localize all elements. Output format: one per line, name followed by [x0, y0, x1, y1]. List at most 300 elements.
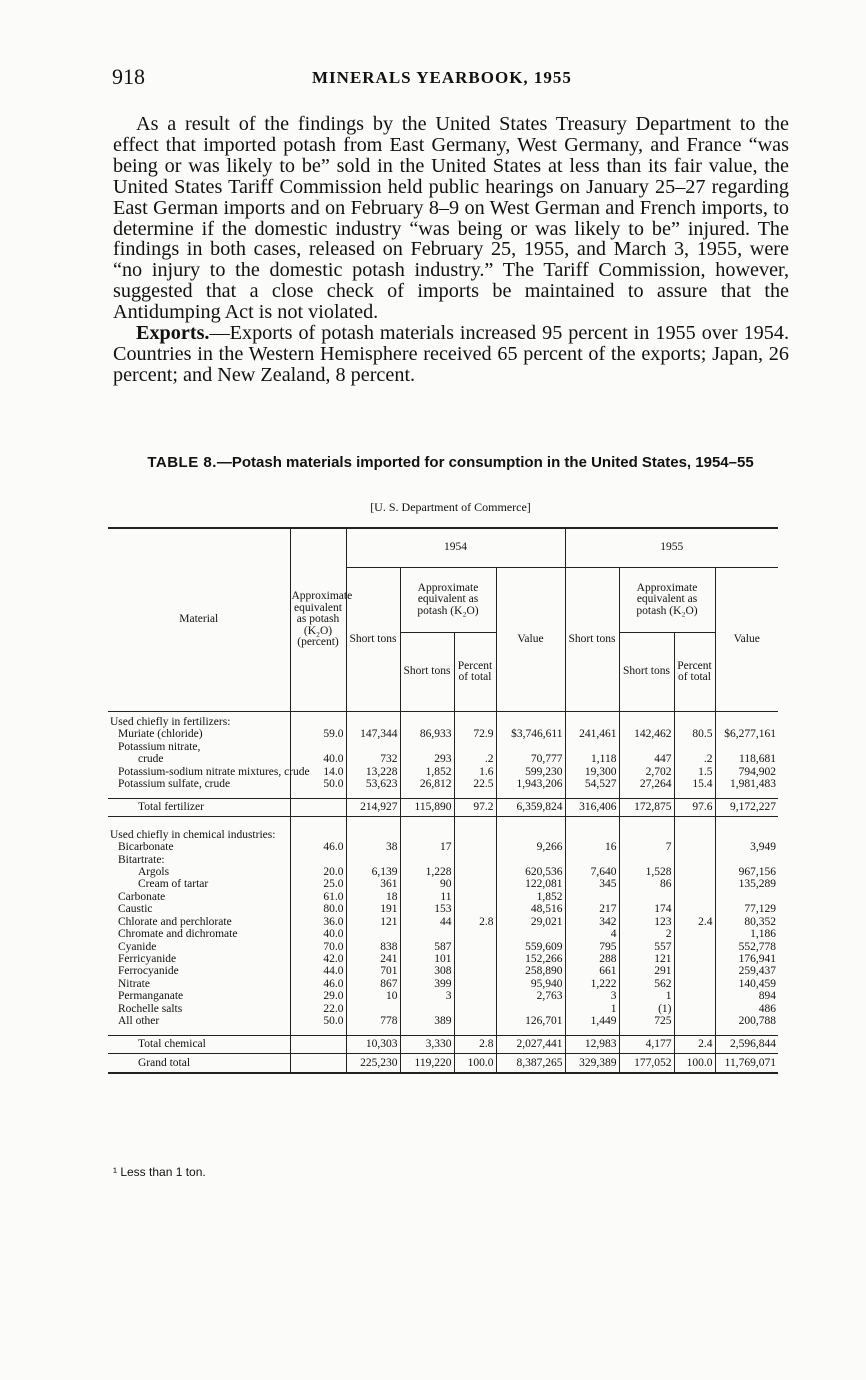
empty-cell [565, 816, 619, 825]
cell-st55: 345 [565, 878, 619, 890]
material-name: Ferricyanide [108, 953, 290, 965]
cell-k55: 27,264 [619, 778, 674, 790]
cell-st55: 316,406 [565, 799, 619, 816]
material-name: Permanganate [108, 990, 290, 1002]
cell-pct: 40.0 [290, 753, 346, 765]
cell-p55: 97.6 [674, 799, 715, 816]
cell-v55: 794,902 [738, 765, 776, 778]
empty-cell [454, 825, 496, 841]
material-name: Muriate (chloride) [108, 728, 290, 740]
cell-k54: 86,933 [400, 728, 454, 740]
cell-k54 [400, 854, 454, 866]
cell-v55: 967,156 [738, 866, 776, 879]
cell-st54: 10 [346, 990, 400, 1002]
cell-st54: 241 [346, 953, 400, 965]
cell-p55 [674, 891, 715, 903]
empty-cell [674, 825, 715, 841]
paragraph-text: —Exports of potash materials increased 95 percent in 1955 over 1954. Countries in the Western Hemisphere received 65 percent of the exports; Japan, 26 percent; and New Zealand, 8 percent. [113, 322, 789, 386]
cell-p55 [674, 941, 715, 953]
table-row [108, 1015, 778, 1027]
footnote: ¹ Less than 1 ton. [113, 1165, 206, 1179]
paragraph-text: As a result of the findings by the United States Treasury Department to the effect that imported potash from East Germany, West Germany, and France “was being or was likely to be” sold in the United States at less than its fair value, the United States Tariff Commission held public hearings on January 25–27 regarding East German imports and on February 8–9 on West German and French imports, to determine if the domestic industry “was being or was likely to be” injured. The findings in both cases, released on February 25, 1955, and March 3, 1955, were “no injury to the domestic potash industry.” The Tariff Commission, however, suggested that a close check of imports be maintained to assure that the Antidumping Act is not violated. [113, 113, 789, 324]
cell-p54: 22.5 [454, 778, 496, 790]
col-percent-total-1954: Percent of total [454, 633, 496, 712]
cell-v55 [715, 891, 778, 903]
cell-p54 [454, 1003, 496, 1015]
col-k2o-short-tons-1954: Short tons [400, 633, 454, 712]
section-heading-row [108, 712, 778, 729]
cell-pct: 59.0 [290, 728, 346, 740]
cell-p55 [674, 990, 715, 1002]
cell-pct: 70.0 [290, 941, 346, 953]
cell-k54: 3,330 [400, 1036, 454, 1053]
cell-k54: 26,812 [400, 778, 454, 790]
cell-st54: 13,228 [346, 766, 400, 778]
section-heading: Used chiefly in fertilizers: [108, 712, 290, 729]
cell-k54: 119,220 [400, 1053, 454, 1073]
col-value-1955: Value [715, 568, 778, 712]
cell-k54: 90 [400, 878, 454, 890]
cell-p55 [674, 841, 715, 853]
cell-k55: 172,875 [619, 799, 674, 816]
empty-cell [400, 790, 454, 799]
cell-v54: 29,021 [496, 916, 565, 928]
cell-pct: 46.0 [290, 841, 346, 853]
empty-cell [715, 712, 778, 729]
empty-cell [346, 712, 400, 729]
cell-k55: 1 [619, 990, 674, 1002]
table-row [108, 778, 778, 790]
material-name: crude [108, 753, 290, 765]
cell-v54: 48,516 [496, 903, 565, 915]
cell-k55: 1,528 [619, 866, 674, 878]
table-row [108, 941, 778, 953]
material-name: Cyanide [108, 941, 290, 953]
material-name: Potassium nitrate, [108, 741, 290, 753]
cell-p55: 1.5 [674, 766, 715, 778]
material-name: Chromate and dichromate [108, 928, 290, 940]
cell-v54: $3,746,611 [496, 728, 565, 740]
cell-k55: 174 [619, 903, 674, 915]
empty-cell [565, 790, 619, 799]
cell-st55: 4 [565, 928, 619, 940]
cell-p54 [454, 841, 496, 853]
cell-v54: 152,266 [496, 953, 565, 965]
cell-pct: 46.0 [290, 978, 346, 990]
table-row [108, 753, 778, 765]
cell-v54: 122,081 [496, 878, 565, 890]
material-name: Carbonate [108, 891, 290, 903]
cell-p54 [454, 866, 496, 878]
cell-v54: 2,027,441 [496, 1036, 565, 1053]
table-row [108, 953, 778, 965]
section-heading: Used chiefly in chemical industries: [108, 825, 290, 841]
cell-st54: 778 [346, 1015, 400, 1027]
cell-k54: 308 [400, 965, 454, 977]
cell-p54: .2 [454, 753, 496, 765]
cell-v55: 80,352 [744, 915, 776, 928]
cell-p55 [674, 978, 715, 990]
cell-v54: 1,943,206 [496, 778, 565, 790]
cell-pct: 25.0 [290, 878, 346, 890]
cell-st55: 329,389 [565, 1053, 619, 1073]
cell-st55: 19,300 [565, 766, 619, 778]
cell-v54: 6,359,824 [496, 799, 565, 816]
material-name: Total fertilizer [108, 799, 290, 816]
cell-st54: 867 [346, 978, 400, 990]
table-label: TABLE 8. [147, 454, 217, 471]
cell-pct: 42.0 [290, 953, 346, 965]
cell-p55 [674, 965, 715, 977]
cell-p54: 2.8 [454, 916, 496, 928]
cell-st54: 121 [346, 916, 400, 928]
cell-k54 [400, 928, 454, 940]
empty-cell [400, 712, 454, 729]
empty-cell [346, 825, 400, 841]
cell-k55: 725 [619, 1015, 674, 1027]
table-row [108, 990, 778, 1002]
empty-cell [674, 1027, 715, 1036]
cell-k55: 2 [619, 928, 674, 940]
paragraph-treasury-findings [113, 114, 789, 323]
cell-p54 [454, 1015, 496, 1027]
cell-st54: 10,303 [346, 1036, 400, 1053]
cell-k54: 1,852 [400, 766, 454, 778]
cell-p54: 72.9 [454, 728, 496, 740]
empty-cell [454, 1027, 496, 1036]
potash-imports-table [108, 527, 778, 1074]
empty-cell [496, 816, 565, 825]
cell-k54: 17 [400, 841, 454, 853]
cell-v55: 1,981,483 [730, 778, 776, 791]
cell-st55: 241,461 [565, 728, 619, 740]
cell-k55: 557 [619, 941, 674, 953]
col-k2o-1954: Approximate equivalent as potash (K₂O) [400, 568, 496, 633]
col-value-1954: Value [496, 568, 565, 712]
cell-k55: (1) [619, 1003, 674, 1015]
empty-cell [565, 712, 619, 729]
cell-v54 [496, 1003, 565, 1015]
empty-cell [674, 790, 715, 799]
cell-k55: 123 [619, 916, 674, 928]
empty-cell [565, 1027, 619, 1036]
empty-cell [108, 816, 290, 825]
empty-cell [496, 825, 565, 841]
table-row [108, 854, 778, 866]
cell-pct: 80.0 [290, 903, 346, 915]
cell-pct [290, 1036, 346, 1053]
cell-p54 [454, 965, 496, 977]
cell-p55 [674, 953, 715, 965]
table-row [108, 1003, 778, 1015]
cell-k54: 293 [400, 753, 454, 765]
cell-v55: 486 [758, 1002, 776, 1015]
cell-st55: 1,449 [565, 1015, 619, 1027]
empty-cell [715, 1027, 778, 1036]
material-name: Chlorate and perchlorate [108, 916, 290, 928]
cell-v54: 559,609 [496, 941, 565, 953]
material-name: Argols [108, 866, 290, 878]
cell-st54 [346, 928, 400, 940]
empty-cell [496, 790, 565, 799]
table-source: [U. S. Department of Commerce] [370, 500, 531, 514]
cell-v54: 620,536 [496, 866, 565, 878]
table-row [108, 741, 778, 753]
cell-st54: 732 [346, 753, 400, 765]
cell-v55: 200,788 [738, 1014, 776, 1027]
cell-pct: 50.0 [290, 778, 346, 790]
cell-pct [290, 799, 346, 816]
cell-v55: 9,172,227 [715, 799, 778, 816]
cell-st54: 38 [346, 841, 400, 853]
cell-p54 [454, 978, 496, 990]
cell-k55: 4,177 [619, 1036, 674, 1053]
cell-k55 [619, 854, 674, 866]
empty-cell [290, 825, 346, 841]
cell-v55: $6,277,161 [724, 728, 776, 741]
empty-cell [346, 816, 400, 825]
cell-st55: 16 [565, 841, 619, 853]
cell-k54: 3 [400, 990, 454, 1002]
table-row [108, 891, 778, 903]
cell-st54: 838 [346, 941, 400, 953]
cell-st54: 147,344 [346, 728, 400, 740]
table-row [108, 878, 778, 890]
cell-v55: 1,186 [750, 928, 776, 941]
material-name: Bitartrate: [108, 854, 290, 866]
cell-st55: 54,527 [565, 778, 619, 790]
cell-p55 [674, 854, 715, 866]
empty-cell [619, 816, 674, 825]
cell-pct: 50.0 [290, 1015, 346, 1027]
cell-v55: 2,596,844 [715, 1036, 778, 1053]
cell-v55 [715, 741, 778, 753]
material-name: Potassium-sodium nitrate mixtures, crude [108, 766, 290, 778]
cell-v55: 77,129 [744, 903, 776, 916]
material-name: Caustic [108, 903, 290, 915]
cell-v54: 2,763 [496, 990, 565, 1002]
cell-v55: 894 [758, 990, 776, 1003]
empty-cell [619, 712, 674, 729]
empty-cell [715, 790, 778, 799]
cell-st55: 795 [565, 941, 619, 953]
cell-k54 [400, 741, 454, 753]
cell-st54 [346, 1003, 400, 1015]
cell-k55: 121 [619, 953, 674, 965]
cell-st55 [565, 854, 619, 866]
cell-p54 [454, 941, 496, 953]
cell-k54: 115,890 [400, 799, 454, 816]
cell-k54 [400, 1003, 454, 1015]
cell-p54: 100.0 [454, 1053, 496, 1073]
cell-k54: 399 [400, 978, 454, 990]
cell-st54: 191 [346, 903, 400, 915]
col-year-1955: 1955 [565, 528, 778, 568]
col-approx-equiv-percent: Approximate equivalent as potash (K₂O) (percent) [290, 528, 346, 712]
cell-p55: 2.4 [674, 916, 715, 928]
empty-cell [108, 790, 290, 799]
cell-v55: 552,778 [738, 940, 776, 953]
cell-st55: 3 [565, 990, 619, 1002]
material-name: Ferrocyanide [108, 965, 290, 977]
table-row [108, 866, 778, 878]
total-row [108, 799, 778, 816]
total-row [108, 1036, 778, 1053]
empty-cell [496, 712, 565, 729]
empty-cell [454, 816, 496, 825]
cell-pct [290, 854, 346, 866]
empty-cell [346, 790, 400, 799]
page-number: 918 [112, 64, 145, 89]
empty-cell [290, 712, 346, 729]
cell-v55: 118,681 [739, 753, 776, 766]
material-name: All other [108, 1015, 290, 1027]
cell-pct: 20.0 [290, 866, 346, 878]
empty-cell [346, 1027, 400, 1036]
cell-pct: 40.0 [290, 928, 346, 940]
cell-p54 [454, 741, 496, 753]
cell-k55: 7 [619, 841, 674, 853]
cell-st54: 18 [346, 891, 400, 903]
cell-p55 [674, 1003, 715, 1015]
cell-pct: 36.0 [290, 916, 346, 928]
cell-pct [290, 741, 346, 753]
cell-p55 [674, 928, 715, 940]
table-title: —Potash materials imported for consumption in the United States, 1954–55 [216, 454, 754, 471]
cell-st55 [565, 741, 619, 753]
cell-v55: 140,459 [738, 977, 776, 990]
empty-cell [715, 825, 778, 841]
cell-k54: 389 [400, 1015, 454, 1027]
cell-p54: 1.6 [454, 766, 496, 778]
cell-p55: 15.4 [674, 778, 715, 790]
cell-pct: 44.0 [290, 965, 346, 977]
body-text [113, 114, 789, 386]
cell-k54: 11 [400, 891, 454, 903]
cell-v54: 8,387,265 [496, 1053, 565, 1073]
col-short-tons-1954: Short tons [346, 568, 400, 712]
cell-st54: 361 [346, 878, 400, 890]
material-name: Potassium sulfate, crude [108, 778, 290, 790]
material-name: Total chemical [108, 1036, 290, 1053]
cell-st55: 342 [565, 916, 619, 928]
material-name: Cream of tartar [108, 878, 290, 890]
paragraph-lead: Exports. [136, 322, 210, 345]
cell-pct: 14.0 [290, 766, 346, 778]
material-name: Rochelle salts [108, 1003, 290, 1015]
cell-st55: 217 [565, 903, 619, 915]
cell-st54: 6,139 [346, 866, 400, 878]
grand-total-row [108, 1053, 778, 1073]
cell-pct: 22.0 [290, 1003, 346, 1015]
cell-st55: 1,118 [565, 753, 619, 765]
cell-st55: 1,222 [565, 978, 619, 990]
material-name: Nitrate [108, 978, 290, 990]
paragraph-exports [113, 323, 789, 386]
empty-cell [619, 790, 674, 799]
cell-st54 [346, 854, 400, 866]
table-row [108, 965, 778, 977]
running-title: MINERALS YEARBOOK, 1955 [312, 68, 572, 87]
cell-k54: 153 [400, 903, 454, 915]
material-name: Bicarbonate [108, 841, 290, 853]
empty-cell [290, 1027, 346, 1036]
empty-cell [290, 816, 346, 825]
empty-cell [400, 816, 454, 825]
cell-k55: 447 [619, 753, 674, 765]
cell-st55: 7,640 [565, 866, 619, 878]
cell-pct: 29.0 [290, 990, 346, 1002]
table-row [108, 928, 778, 940]
cell-st55: 288 [565, 953, 619, 965]
cell-v54: 599,230 [496, 766, 565, 778]
cell-st54: 701 [346, 965, 400, 977]
cell-p55 [674, 741, 715, 753]
material-name: Grand total [108, 1053, 290, 1073]
cell-p54 [454, 878, 496, 890]
cell-k55 [619, 741, 674, 753]
table-row [108, 916, 778, 928]
cell-v55: 11,769,071 [715, 1053, 778, 1073]
cell-st55: 661 [565, 965, 619, 977]
cell-p55: 2.4 [674, 1036, 715, 1053]
empty-cell [619, 825, 674, 841]
cell-v54: 258,890 [496, 965, 565, 977]
cell-p54: 2.8 [454, 1036, 496, 1053]
cell-st55: 12,983 [565, 1036, 619, 1053]
cell-p55: 80.5 [674, 728, 715, 740]
empty-cell [400, 1027, 454, 1036]
cell-v54: 126,701 [496, 1015, 565, 1027]
cell-v54 [496, 854, 565, 866]
cell-p54: 97.2 [454, 799, 496, 816]
cell-k54: 101 [400, 953, 454, 965]
empty-cell [290, 790, 346, 799]
cell-v54 [496, 928, 565, 940]
cell-v54: 9,266 [496, 841, 565, 853]
cell-pct [290, 1053, 346, 1073]
cell-p55: .2 [674, 753, 715, 765]
cell-p55: 100.0 [674, 1053, 715, 1073]
cell-k55 [619, 891, 674, 903]
cell-st55 [565, 891, 619, 903]
cell-v55: 176,941 [738, 952, 776, 965]
empty-cell [674, 712, 715, 729]
cell-v54: 1,852 [496, 891, 565, 903]
col-k2o-1955: Approximate equivalent as potash (K₂O) [619, 568, 715, 633]
cell-p55 [674, 1015, 715, 1027]
cell-k55: 562 [619, 978, 674, 990]
cell-k55: 291 [619, 965, 674, 977]
cell-p55 [674, 903, 715, 915]
cell-k55: 86 [619, 878, 674, 890]
cell-v54: 70,777 [496, 753, 565, 765]
page-header [112, 64, 802, 96]
cell-p54 [454, 953, 496, 965]
cell-p54 [454, 891, 496, 903]
cell-k55: 177,052 [619, 1053, 674, 1073]
cell-p54 [454, 903, 496, 915]
col-year-1954: 1954 [346, 528, 565, 568]
cell-k55: 142,462 [619, 728, 674, 740]
cell-v55: 3,949 [750, 841, 776, 854]
cell-p55 [674, 866, 715, 878]
empty-cell [619, 1027, 674, 1036]
spacer-row [108, 1027, 778, 1036]
spacer-row [108, 816, 778, 825]
empty-cell [715, 816, 778, 825]
cell-k54: 44 [400, 916, 454, 928]
